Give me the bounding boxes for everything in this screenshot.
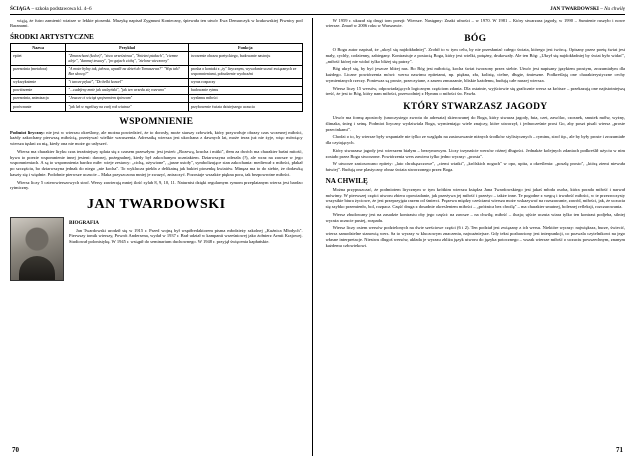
table-row [11, 78, 303, 86]
table-row [11, 86, 303, 94]
bog-paragraph-3: Wiersz liczy 15 wersów, odpowiadających logicznym częściom zdania. Dla ostatnie, wyjściowie się graficznie wersz sa krótsze – przekazują one najistotniejszą treść, że jest to Bóg, który nam miłości, przewodniej z Hymnu o miłości św. Pawła. [325, 85, 625, 97]
header-left-title: ŚCIĄGA [10, 6, 31, 12]
cell-przyklad: "...cudzfeny mnie jak walzyński", "jak ten wrzeda się rozewno" [66, 86, 188, 94]
cell-funkcja: przybowenie świata dzisiejszego uczucia [188, 103, 302, 111]
cell-przyklad: "Zmarzchani (kolor)", "siwa wrześniowa", "Śnieżni ptakach", "ciemne aleje", "danmej tesuwy", "po gajach cichą", "zielone wieczorny" [66, 52, 188, 65]
cell-funkcja: wyzłamu miłości [188, 95, 302, 103]
nachwile-paragraph-1: Można przypuszczać, że podmiotem lirycznym w tym krótkim wierszu księdza Jana Twardowskiego jest jakaś młoda osoba, która porada miłość i narwał mówimy. W pierwszej części utworu zbiera opowiadanie, jak przeżywa jej miłość i przeżyc – także inne. Te pogodne z wegrą i trwałość miłości, w te przezroczysty wszystkie biura życiowe, że jest przeprzyjęta razem od śmierci. Pręzewa między cześciami wiersza może wskazywać na rozszawanie, zawód, miłości, jak, że uczucia się szybko przemienło, bol, rozpacz. Część druga z dosadnie okresleniem miłości – „próżnica bez chwilę" – ma charakter smutnej, bolesnej refleksji, rozczarowania. [325, 186, 625, 209]
cell-nazwa: powtórzenie [11, 86, 66, 94]
table-row [11, 103, 303, 111]
table-row [11, 52, 303, 65]
cell-funkcja: tworzenie obrazu poetyckiego, budowanie nastroju [188, 52, 302, 65]
header-right-title: JAN TWARDOWSKI [550, 6, 599, 12]
section-title-bog: BÓG [464, 34, 487, 44]
right-column [323, 18, 625, 456]
ktory-paragraph-1: Utwór ma formę apostrofy (unoczystego zwrotu do adresata) skierowanej do Boga, który stwarza jagody, łuta, czet, zawólac, czosnek, smutek mółw, wyżny, ślimaka, śnieg i setnę. Podmiot liryczny wydziwiala Boga, wymieniając wiele znajczy, które utworzył, i jednocześnie prosi Go, aby poszt pisali wiersz „proste przecinkami". [325, 115, 625, 132]
page-number-right: 71 [616, 445, 623, 454]
page-number-left: 70 [12, 445, 19, 454]
ktory-paragraph-4: W utworze zastosowano epitety: „lato chrabąszczowe", „ciemi wiatki", „królskich nogach" w opo, upita, a określenia: „poszlę prosto", „którą ziemi niewuła łatwiej". Budują one plastyczny obraz świata stworzonego przez Boga. [325, 161, 625, 172]
bog-paragraph-2: Bóg ukrył się, by być jeszcze bliżej nas. Bo Bóg jest miłością, kocha świat tworzony przez siebie. Utwór jest napisany językiem prostym, zrozumiałym dla każdego. Liczne powtórzenia mówi: wersu nawimu epitetami, np. piękna, zła, kolistę, cielne, długie, śmieszne. Podkreślają one charakterystyczne cechy wymienianych rzeczy. Poniewaz są proste, przeczytane, z zasem zmuszanie, bliskie każdemu, budują całe naszej wiersza. [325, 66, 625, 83]
cell-przyklad: "i tarcze pękać", "Do belki koncel" [66, 78, 188, 86]
two-column-layout [10, 18, 625, 456]
podmiot-liryczny-label: Podmiot liryczny: [10, 129, 45, 135]
table-row [11, 65, 303, 78]
nachwile-paragraph-3: Wiersz liczy osiem wersów podzielonych na dwie sześciowe części (6 i 2). Ten podział jest związany z ich wersu. Niektóre wyrazy: największz, burze, świecić, wiersz samodzielne stanowią wers. Sa to wyrazy w kluczowym znaczeniu, najważniejsze. Gdy tekst pozbawiony jest interpunkcji, co pozwala czytelnikowi na jego własne interpretacje. Niestwu dlugoś wersów, układa je wyrazu zbliża język utworu do języka potocznego – wszak wiersze miłość o uczuciu powszechnym, znanym każdemu człowiekowi. [325, 225, 625, 248]
ktory-paragraph-2: Chodzi o to, by wiersze były wspaniałe nie tylko ze względu na zastosowanie niżnych środków stylistycznych – ryminu, strof itp., ale by były proste i zrozumiałe dla czytających. [325, 134, 625, 145]
cell-nazwa: porównanie [11, 103, 66, 111]
cell-nazwa: przenośnia, animizacja [11, 95, 66, 103]
srodki-artystyczne-table [10, 43, 303, 112]
right-intro-paragraph: W 1959 r. ukazał się drugi tom poezji: Wiersze. Następny: Znaki ufności – w 1970. W 1981 – Który stwarzasz jagody, w 1990 – Sumienie ruszyło i nowe wiersze. Zmarł w 2006 roku w Warszawie. [325, 17, 625, 29]
podmiot-liryczny-text: nie jest w wierszu określony, ale można powiedzieć, że to dorosły, może starszy człowiek, który przywołuje obrazy czas wczesnej miłości, każdy zakochany pierwszą miłością, przeżywać wielkie wzruszenia. Adresatką wiersza jest ukochana z dawnych lat, może teraz już nie żyje, więc mówiący wiersza tęskni za nią, kiedy ona nie może go usłyszeć. [10, 129, 303, 147]
page-header [10, 6, 625, 15]
podmiot-liryczny-paragraph [10, 130, 303, 147]
biography-block [10, 217, 303, 281]
cell-nazwa: przenośnia (metafora) [11, 65, 66, 78]
table-row [11, 95, 303, 103]
section-title-na-chwile: NA CHWILĘ [325, 176, 368, 185]
col-header-funkcja: Funkcja [188, 44, 302, 52]
cell-nazwa: epitet [11, 52, 66, 65]
biography-heading: BIOGRAFIA [69, 220, 99, 227]
table-header-row [11, 44, 303, 52]
col-header-nazwa: Nazwa [11, 44, 66, 52]
bog-paragraph-1: O Bogu autor napisał, że „ukryl się najdokładniej". Zrobił to w tym celu, by nie przesłaniać całego świata, którego jest twórcą. Opisany przez poetę świat jest mały, cychły, codzienny, zabiegany. Kontrastuje z postacią Boga, który jest wielki, potężny, drukowały. Ale ten Bóg: „Ukrył się najdokładniej by świat było widać", „miłość której nie widać tylko bliżej się patrzy". [325, 47, 625, 64]
cell-przyklad: "jak lek w mgeliszy na zwój rok wiatraz" [66, 103, 188, 111]
ktory-paragraph-3: Który stwarzasz jagody jest wierszem białym – bezrymowym. Liczy trzynaście wersów różnej długości. Jednakże kolejnych zdaniach podkreślił użyciu w nim zostało przez Boga stworzone. Powtórzenia wers zawiera tylko jedno wyrazy: „prosta". [325, 147, 625, 159]
left-intro-paragraph: wiąją, że futro zamienić wiatrze w lekkie piosenki. Muzykę napisał Zygmunt Konieczny, śpiewała ten utwór Ewa Demarczyk w krakowskiej Piwnicy pod Baranami. [10, 17, 303, 29]
wspomnienie-paragraph-2: Wiersz ma charakter liryku czas teraźniejszy splata się z czasem przeszłym: jest jesień: „Rozewą, krucha i mitki", tłem za dwóch ma charakter baśni mitość, bywa to poezie wspomnienie innej jesieni: dawnej, pożegnalnej, kiedy był zakochanym uczniakiem. Dziarwszyna odeszła (?), ale wraz na zawsze w jego wspomnieniach. A są to wspomnienia bardzo miłe: wieje zestawy: „cichą, ożywione", „jasne ustoły", symbolizujące stan zakochania: mediewał z miłości, płakał po szczęściu, bo dziarwszyna jednak do niego „nie kocha". To wyklucza piekła z delikatną jak bukiet piosenkę kwiatów. Minęza ma to do siebie, że dodawką kaszty się i więdnie. Podobnie pierwsze uczucie – Maka przyszczona mniej je zwazyć, zniszczyć. Pozostaje wszakże piękna pora, tak bezpowrotne miłości. [10, 148, 303, 177]
cell-przyklad: "Jeszcze ci wiciąż spojrzeniem śpiewam" [66, 95, 188, 103]
author-title: JAN TWARDOWSKI [87, 197, 226, 213]
author-portrait-photo [10, 217, 64, 281]
cell-funkcja: wyraz rozpaczy [188, 78, 302, 86]
header-left-subtitle: – szkoła podstawowa kl. 4–6 [30, 6, 92, 12]
section-title-wspomnienie: WSPOMNIENIE [119, 116, 194, 127]
left-column [10, 18, 313, 456]
header-right [550, 6, 625, 12]
header-left [10, 6, 92, 12]
section-title-ktory-stwarzasz-jagody: KTÓRY STWARZASZ JAGODY [403, 102, 548, 112]
cell-przyklad: "A może bylny tak, jałowa, wpadli na dzień do Tomaszewa?" "Wąs tak? Bez skową?" [66, 65, 188, 78]
cell-nazwa: wykrzyknienie [11, 78, 66, 86]
col-header-przyklad: Przykład [66, 44, 188, 52]
biography-text-block [69, 217, 303, 281]
wspomnienie-paragraph-3: Wiersz liczy 5 czterowierszowych strof. Wersy zawierają mniej ilość sylab 8, 9, 10, 11. Naturnist dzięki regularnym rymom przeplatanym wiersz jest bardzo rytmiczny. [10, 179, 303, 191]
biography-paragraph: Jan Twardowski urodził się w 1915 r. Przed wojną był współredaktorem pisma młodzieży szkolnej „Kuźnica Młodych". Pierwszy tomik wierszy, Powrót Andersena, wydał w 1937 r. Brał udział w kampanii wrześniowej jako żołnierz Armii Krajowej. Studiował polonistykę. W 1945 r. wstąpił do seminarium duchownego. W 1948 r. przyjął święcenia kapłańskie. [69, 227, 303, 245]
header-right-subtitle: – Na chwilę [598, 6, 625, 12]
section-title-srodki: ŚRODKI ARTYSTYCZNE [10, 33, 94, 41]
nachwile-paragraph-2: Wiersz zbudowany jest na zasadzie kontrastu oby jego części: na zawsze – na chwilę; miłość – iluzja; ujście uczuta wiara tylko ten kontrast podjeba, silniej wyraża uczucie pustej, rozpadu. [325, 211, 625, 223]
cell-funkcja: prosba o kontakt z „ty" lirycznym, wywołanie uczuć związanych ze wspomnieniami, pobudzenie wyobraźni [188, 65, 302, 78]
cell-funkcja: budowanie rytmu [188, 86, 302, 94]
